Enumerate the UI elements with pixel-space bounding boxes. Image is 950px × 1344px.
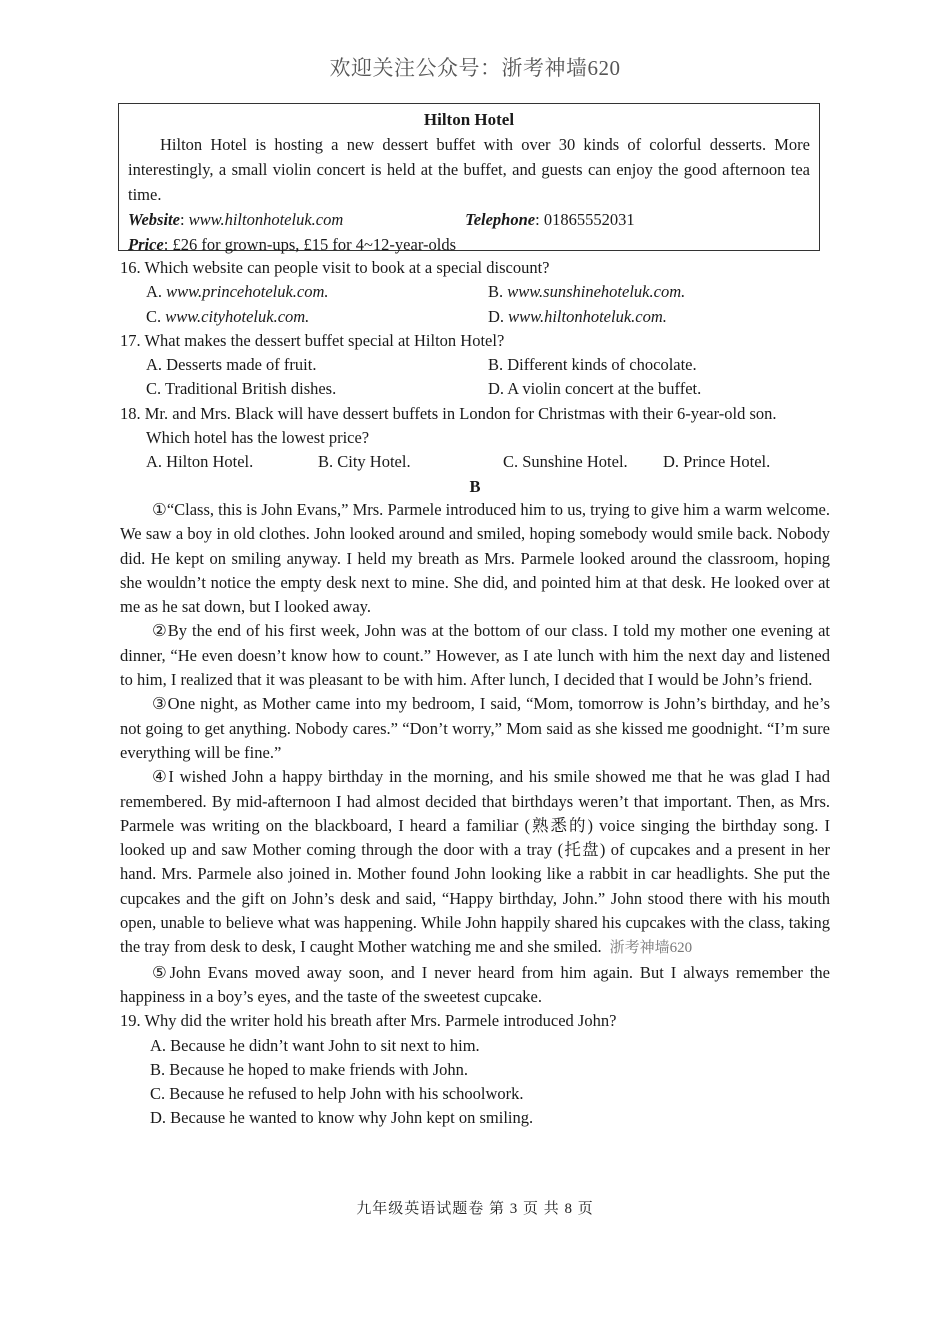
ad-price-line: Price: £26 for grown-ups, £15 for 4~12-year-olds [128,235,456,254]
question-16-options-row-1 [120,280,830,304]
option-17-a: A. Desserts made of fruit. [146,355,317,375]
question-18-options [120,450,830,474]
option-text: www.cityhoteluk.com. [165,306,310,326]
option-17-c: C. Traditional British dishes. [146,379,337,399]
passage-paragraph-1: ①“Class, this is John Evans,” Mrs. Parmele introduced him to us, trying to give him a warm welcome. We saw a boy in old clothes. John looked around and smiled, hoping somebody would smile back. Nobody did. He kept on smiling anyway. I held my breath as Mrs. Parmele looked around the classroom, hoping she wouldn’t notice the empty desk next to mine. She did, and pointed him at that desk. He looked over at me as he sat down, but I looked away. [120,500,830,617]
hotel-ad-box [118,103,820,254]
website-label: Website [128,210,180,229]
option-letter: D. [488,306,509,326]
option-16-b [488,280,830,304]
question-16-stem: 16. Which website can people visit to book at a special discount? [120,258,550,277]
reading-passage [120,498,830,1131]
ad-title: Hilton Hotel [423,110,515,129]
option-text: www.sunshinehoteluk.com. [507,282,686,302]
option-19-b: B. Because he hoped to make friends with John. [150,1059,469,1079]
option-19-d: D. Because he wanted to know why John kept on smiling. [150,1108,534,1128]
option-18-c: C. Sunshine Hotel. [503,452,628,472]
question-17-options-row-2 [120,377,830,401]
price-label: Price [128,235,164,254]
option-text: www.hiltonhoteluk.com. [508,306,667,326]
section-label: B [469,476,481,496]
question-16-options-row-2 [120,305,830,329]
option-17-b: B. Different kinds of chocolate. [488,355,697,375]
passage-paragraph-3: ③One night, as Mother came into my bedroom, I said, “Mom, tomorrow is John’s birthday, and he’s not going to get anything. Nobody cares.” “Don’t worry,” Mom said as she kissed me goodnight. “I’m sure everything will be fine.” [120,694,830,762]
question-18-stem: 18. Mr. and Mrs. Black will have dessert buffets in London for Christmas with their 6-year-old son. [120,403,777,423]
option-18-b: B. City Hotel. [318,452,411,472]
question-19-stem: 19. Why did the writer hold his breath after Mrs. Parmele introduced John? [120,1011,617,1031]
option-18-d: D. Prince Hotel. [663,452,771,472]
option-16-a [146,280,488,304]
ad-body: Hilton Hotel is hosting a new dessert buffet with over 30 kinds of colorful desserts. More interestingly, a small violin concert is held at the buffet, and guests can enjoy the good afternoon tea time. [128,135,810,204]
telephone-label: Telephone [465,210,536,229]
price-value: £26 for grown-ups, £15 for 4~12-year-olds [172,235,456,254]
option-18-a: A. Hilton Hotel. [146,452,254,472]
page-footer: 九年级英语试题卷 第 3 页 共 8 页 [356,1201,594,1217]
option-letter: C. [146,306,166,326]
passage-paragraph-4 [120,765,830,960]
option-19-a: A. Because he didn’t want John to sit next to him. [150,1035,480,1055]
option-letter: A. [146,282,167,302]
option-16-c [146,305,488,329]
option-text: www.princehoteluk.com. [166,282,329,302]
inline-watermark: 浙考神墙620 [609,940,693,957]
option-17-d: D. A violin concert at the buffet. [488,379,702,399]
ad-contact-line: Website: www.hiltonhoteluk.com Telephone: 01865552031 [128,210,635,229]
passage-paragraph-5: ⑤John Evans moved away soon, and I never heard from him again. But I always remember the happiness in a boy’s eyes, and the taste of the sweetest cupcake. [120,962,830,1006]
telephone-value: 01865552031 [543,210,635,229]
questions-16-18 [120,256,830,499]
paragraph-4-text: ④I wished John a happy birthday in the morning, and his smile showed me that he was glad I had remembered. By mid-afternoon I had almost decided that birthdays weren’t that important. Then, as Mrs. Parmele was writing on the blackboard, I heard a familiar (熟悉的) voice singing the birthday song. I looked up and saw Mother coming through the door with a tray (托盘) of cupcakes and a present in her hand. Mrs. Parmele also joined in. Mother found John looking like a rabbit in car headlights. She put the cupcakes and the gift on John’s desk and said, “Happy birthday, John.” John stood there with his mouth open, unable to believe what was happening. While John happily shared his cupcakes with the class, taking the tray from desk to desk, I caught Mother watching me and she smiled. [120,767,830,957]
option-16-d [488,305,830,329]
passage-paragraph-2: ②By the end of his first week, John was at the bottom of our class. I told my mother one evening at dinner, “He even doesn’t know how to count.” However, as I ate lunch with him the next day and listened to him, I realized that it was pleasant to be with him. After lunch, I decided that I would be John’s friend. [120,621,830,690]
website-value: www.hiltonhoteluk.com [188,210,344,229]
question-17-stem: 17. What makes the dessert buffet special at Hilton Hotel? [120,330,505,350]
option-letter: B. [488,282,508,302]
question-18-stem-2: Which hotel has the lowest price? [146,428,370,448]
option-19-c: C. Because he refused to help John with his schoolwork. [150,1084,524,1104]
header-watermark: 欢迎关注公众号：浙考神墙620 [329,56,621,80]
question-17-options-row-1 [120,353,830,377]
